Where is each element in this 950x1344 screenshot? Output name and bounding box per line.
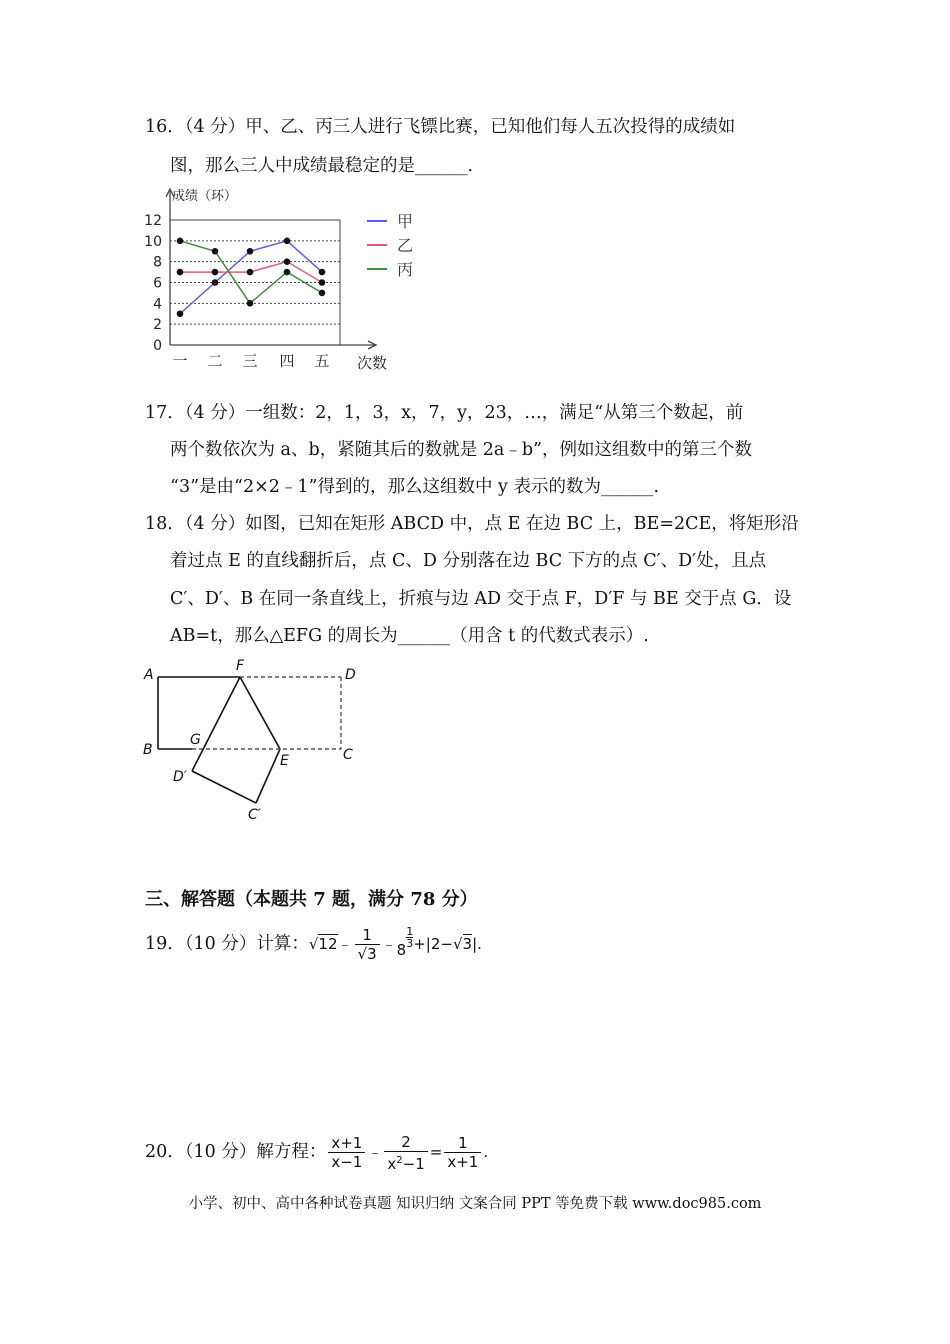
- x-tick-label: 一: [172, 352, 188, 370]
- q17-line2: 两个数依次为 a、b，紧随其后的数就是 2a﹣b”，例如这组数中的第三个数: [170, 440, 752, 460]
- x-tick-label: 四: [279, 352, 295, 370]
- q20-prefix: 20．（10 分）解方程：: [145, 1142, 327, 1162]
- label-C-prime: C′: [248, 807, 261, 823]
- label-C: C: [343, 747, 353, 763]
- x-axis-label: 次数: [357, 354, 388, 372]
- y-tick-label: 12: [144, 213, 162, 229]
- data-point: [247, 248, 254, 255]
- q17-line3: “3”是由“2×2﹣1”得到的，那么这组数中 y 表示的数为______.: [170, 477, 660, 497]
- q18-line4: AB=t，那么△EFG 的周长为______（用含 t 的代数式表示）.: [170, 626, 649, 646]
- y-tick-label: 10: [144, 233, 162, 250]
- data-point: [284, 258, 291, 265]
- data-point: [177, 310, 184, 317]
- data-point: [177, 269, 184, 276]
- data-point: [247, 300, 254, 307]
- legend-label-3: 丙: [397, 260, 414, 279]
- q19-prefix: 19．（10 分）计算：: [145, 934, 309, 954]
- q19-expression: √12﹣ $\frac{1}{√3}$ ﹣8 $^{\frac{1}{3}}$ +|2−√3|.: [308, 925, 482, 963]
- q16-line1: 16．（4 分）甲、乙、丙三人进行飞镖比赛，已知他们每人五次投得的成绩如: [145, 117, 736, 137]
- legend-label-2: 乙: [397, 236, 414, 255]
- label-A: A: [144, 667, 154, 683]
- legend-label-1: 甲: [397, 212, 414, 231]
- x-tick-label: 五: [314, 352, 330, 370]
- data-point: [212, 279, 219, 286]
- q18-line3: C′、D′、B 在同一条直线上，折痕与边 AD 交于点 F，D′F 与 BE 交于点 G．设: [170, 589, 792, 609]
- data-point: [212, 248, 219, 255]
- q17-line1: 17．（4 分）一组数：2，1，3，x，7，y，23，…，满足“从第三个数起，前: [145, 403, 744, 423]
- footer-text: 小学、初中、高中各种试卷真题 知识归纳 文案合同 PPT 等免费下载 www.doc985.com: [188, 1196, 762, 1212]
- y-tick-label: 8: [153, 254, 162, 271]
- y-tick-label: 2: [153, 317, 162, 334]
- label-D-prime: D′: [173, 769, 187, 785]
- data-point: [319, 269, 326, 276]
- q16-line2: 图，那么三人中成绩最稳定的是______.: [170, 156, 474, 176]
- q20-equation: $\frac{x+1}{x-1}$ ﹣ $\frac{2}{x^2-1}$ = $\frac{1}{x+1}$ .: [326, 1143, 488, 1161]
- data-point: [212, 269, 219, 276]
- label-G: G: [190, 732, 201, 748]
- rectangle-fold-figure: [135, 655, 375, 830]
- data-point: [284, 238, 291, 245]
- q18-line1: 18．（4 分）如图，已知在矩形 ABCD 中，点 E 在边 BC 上，BE=2CE，将矩形沿: [145, 514, 799, 534]
- label-B: B: [143, 742, 153, 758]
- x-tick-label: 二: [207, 352, 223, 370]
- label-F: F: [236, 658, 245, 674]
- y-tick-label: 4: [153, 296, 162, 313]
- score-line-chart: [135, 183, 435, 378]
- data-point: [319, 290, 326, 297]
- data-point: [319, 279, 326, 286]
- data-point: [177, 238, 184, 245]
- section-heading: 三、解答题（本题共 7 题，满分 78 分）: [145, 889, 478, 910]
- x-tick-label: 三: [242, 352, 258, 370]
- y-axis-label: 成绩（环）: [172, 189, 238, 204]
- label-D: D: [345, 667, 356, 683]
- y-tick-label: 0: [153, 338, 162, 354]
- data-point: [247, 269, 254, 276]
- q18-line2: 着过点 E 的直线翻折后，点 C、D 分别落在边 BC 下方的点 C′、D′处，且点: [170, 551, 767, 571]
- label-E: E: [280, 753, 289, 769]
- q20: [145, 1132, 488, 1176]
- data-point: [284, 269, 291, 276]
- q19: [145, 926, 482, 966]
- y-tick-label: 6: [153, 275, 162, 292]
